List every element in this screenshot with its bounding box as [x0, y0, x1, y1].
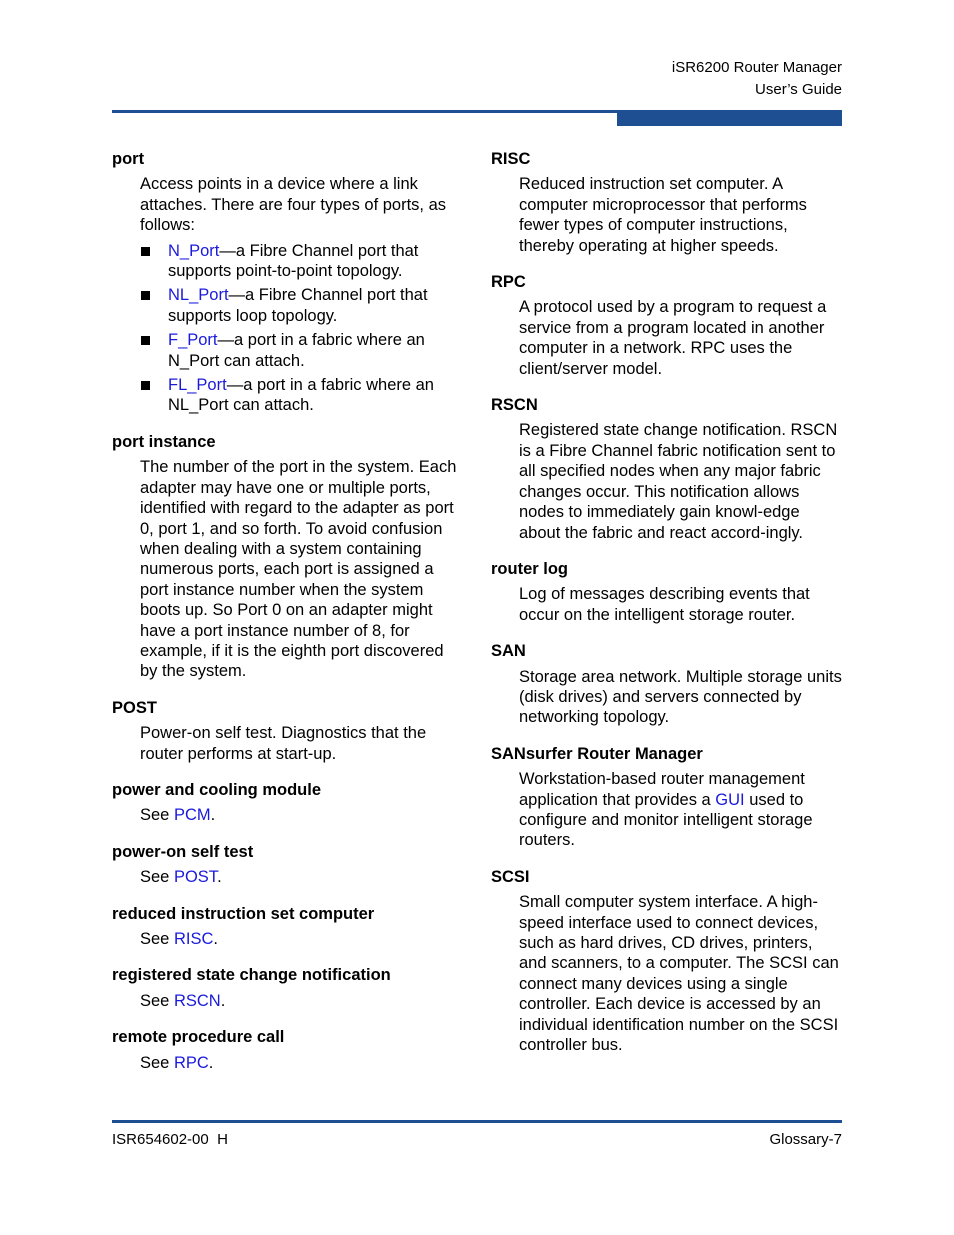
- link-risc[interactable]: RISC: [173, 930, 214, 948]
- list-item-nl-port: [140, 285, 464, 326]
- link-nl-port[interactable]: NL_Port: [168, 286, 229, 305]
- term-power-and-cooling-module: power and cooling module: [112, 780, 322, 799]
- list-item-text: —a port in a fabric where an NL_Port can attach.: [168, 376, 434, 415]
- see-label: See: [140, 991, 174, 1010]
- link-rpc[interactable]: RPC: [173, 1053, 209, 1072]
- footer-page-number: Glossary-7: [769, 1131, 842, 1148]
- link-pcm[interactable]: PCM: [173, 806, 211, 825]
- glossary-entry-port: [112, 149, 464, 416]
- definition-rpc: A protocol used by a program to request a service from a program located in another computer in a network. RPC uses the client/server model.: [519, 298, 827, 378]
- list-item-text: —a port in a fabric where an N_Port can attach.: [168, 331, 425, 370]
- glossary-entry-port-instance: [112, 432, 464, 682]
- glossary-entry-scsi: [491, 867, 843, 1056]
- term-power-on-self-test: power-on self test: [112, 842, 254, 861]
- list-item-text: —a Fibre Channel port that supports loop topology.: [168, 286, 428, 325]
- header-product-title: iSR6200 Router Manager: [671, 59, 842, 76]
- glossary-entry-registered-state-change-notification: [112, 965, 464, 1011]
- term-reduced-instruction-set-computer: reduced instruction set computer: [112, 904, 375, 923]
- see-label: See: [140, 868, 174, 887]
- link-gui[interactable]: GUI: [715, 790, 745, 809]
- list-item-n-port: [140, 241, 464, 282]
- glossary-entry-sansurfer-router-manager: [491, 744, 843, 851]
- glossary-entry-remote-procedure-call: [112, 1027, 464, 1073]
- definition-text: Workstation-based router management application that provides a: [519, 770, 805, 809]
- definition-sansurfer-router-manager: [519, 769, 843, 851]
- term-rpc: RPC: [491, 273, 526, 292]
- term-port-instance: port instance: [112, 432, 216, 451]
- period: .: [210, 806, 216, 825]
- period: .: [217, 868, 222, 887]
- glossary-column-left: [112, 149, 464, 1089]
- term-rscn: RSCN: [491, 396, 538, 415]
- running-header: [672, 57, 842, 101]
- definition-rscn: Registered state change notification. RSCN is a Fibre Channel fabric notification sent to all specified nodes when any major fabric changes occur. This notification allows nodes to immediately gain knowl-edge about the fabric and react accord-ingly.: [519, 421, 838, 542]
- term-risc: RISC: [491, 150, 531, 168]
- definition-router-log: Log of messages describing events that occur on the intelligent storage router.: [519, 585, 810, 624]
- definition-see-rpc: [140, 1053, 464, 1073]
- see-label: See: [140, 930, 174, 948]
- link-rscn[interactable]: RSCN: [173, 991, 221, 1010]
- definition-post: Power-on self test. Diagnostics that the router performs at start-up.: [140, 724, 427, 763]
- list-item-text: —a Fibre Channel port that supports point-to-point topology.: [168, 241, 419, 281]
- period: .: [208, 1053, 214, 1072]
- definition-scsi: Small computer system interface. A high-speed interface used to connect devices, such as hard drives, CD drives, printers, and scanners, to a computer. The SCSI can connect many devices using a single controller. Each device is accessed by an individual identification number on the SCSI controller bus.: [519, 893, 839, 1055]
- term-registered-state-change-notification: registered state change notification: [112, 966, 391, 985]
- list-item-fl-port: [140, 375, 464, 416]
- glossary-entry-power-and-cooling-module: [112, 780, 464, 826]
- glossary-entry-power-on-self-test: [112, 842, 464, 888]
- bullet-square-icon: [141, 291, 150, 300]
- definition-see-risc: [140, 929, 464, 949]
- header-accent-bar: [617, 110, 842, 126]
- glossary-entry-rpc: [491, 272, 843, 379]
- period: .: [220, 991, 226, 1010]
- glossary-entry-risc: [491, 149, 843, 256]
- glossary-column-right: [491, 149, 843, 1071]
- link-post[interactable]: POST: [173, 868, 218, 887]
- term-router-log: router log: [491, 559, 568, 578]
- definition-see-post: [140, 867, 464, 887]
- period: .: [213, 930, 218, 948]
- term-san: SAN: [491, 642, 526, 661]
- bullet-square-icon: [141, 247, 150, 256]
- see-label: See: [140, 806, 174, 825]
- term-sansurfer-router-manager: SANsurfer Router Manager: [491, 744, 703, 763]
- glossary-entry-rscn: [491, 395, 843, 543]
- term-port: port: [112, 150, 145, 168]
- bullet-square-icon: [141, 381, 150, 390]
- definition-text: used to configure and monitor intelligent storage routers.: [519, 790, 813, 850]
- glossary-entry-router-log: [491, 559, 843, 625]
- link-fl-port[interactable]: FL_Port: [168, 376, 227, 395]
- list-item-f-port: [140, 330, 464, 371]
- link-f-port[interactable]: F_Port: [168, 331, 218, 350]
- footer-document-id: ISR654602-00 H: [112, 1131, 228, 1148]
- header-guide-title: User’s Guide: [755, 81, 842, 98]
- definition-see-pcm: [140, 805, 464, 825]
- link-n-port[interactable]: N_Port: [168, 241, 220, 260]
- definition-see-rscn: [140, 991, 464, 1011]
- glossary-entry-reduced-instruction-set-computer: [112, 904, 464, 950]
- glossary-entry-post: [112, 698, 464, 764]
- term-scsi: SCSI: [491, 867, 530, 886]
- glossary-entry-san: [491, 641, 843, 728]
- port-types-list: [140, 241, 464, 416]
- definition-port-instance: The number of the port in the system. Each adapter may have one or multiple ports, identified with regard to the adapter as port 0, port 1, and so forth. To avoid confusion when dealing with a system containing numerous ports, each port is assigned a port instance number when the system boots up. So Port 0 on an adapter might have a port instance number of 8, for example, if it is the eighth port discovered by the system.: [140, 458, 457, 681]
- see-label: See: [140, 1053, 174, 1072]
- definition-risc: Reduced instruction set computer. A computer microprocessor that performs fewer types of computer instructions, thereby operating at higher speeds.: [519, 175, 807, 255]
- definition-san: Storage area network. Multiple storage units (disk drives) and servers connected by networking topology.: [519, 667, 842, 727]
- bullet-square-icon: [141, 336, 150, 345]
- definition-port: [140, 174, 464, 415]
- definition-port-intro: Access points in a device where a link attaches. There are four types of ports, as follows:: [140, 175, 447, 235]
- term-remote-procedure-call: remote procedure call: [112, 1028, 285, 1047]
- footer-rule: [112, 1120, 842, 1123]
- term-post: POST: [112, 698, 157, 717]
